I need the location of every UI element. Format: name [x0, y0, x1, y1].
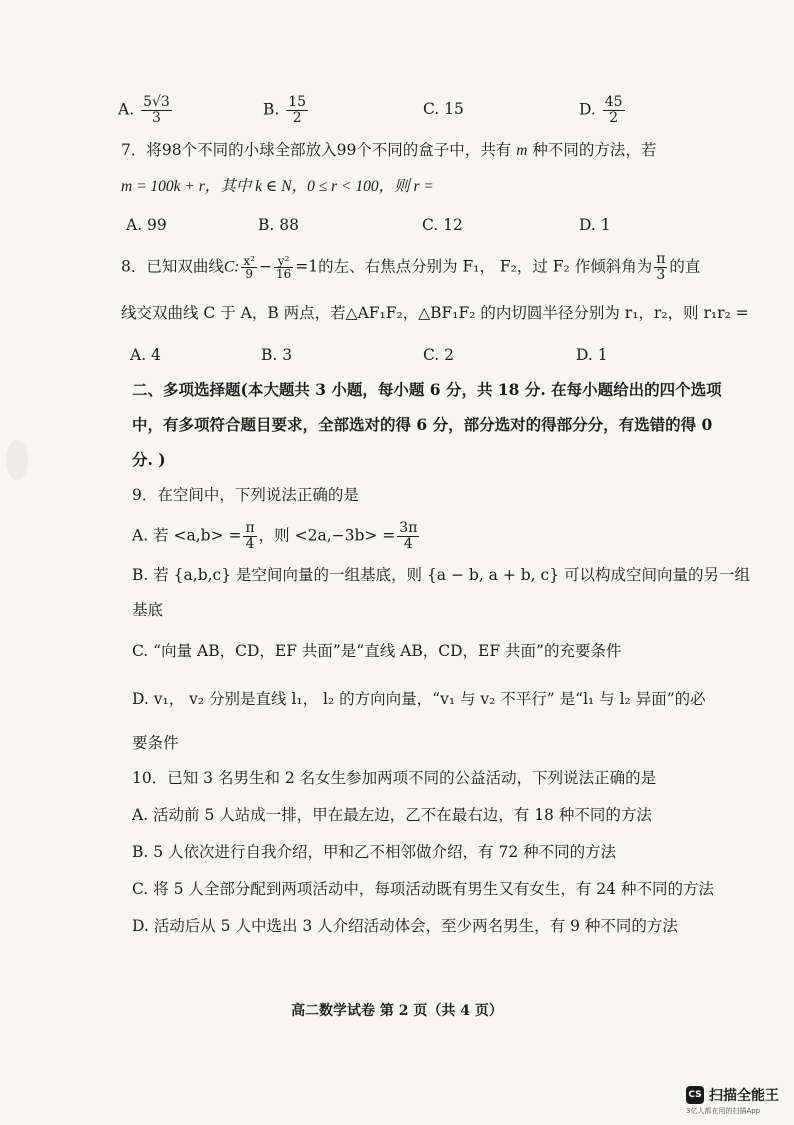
q9-a-fraction-1: $\frac{\pi}{4}$: [245, 520, 255, 552]
q7-option-c: C. 12: [422, 216, 463, 234]
q8-option-b: B. 3: [261, 346, 293, 364]
q9-option-a: A. 若 <a,b> = $\frac{\pi}{4}$ ，则 <2a,−3b> = $\frac{3\pi}{4}$: [132, 520, 418, 552]
q10-option-a: A. 活动前 5 人站成一排，甲在最左边，乙不在最右边，有 18 种不同的方法: [132, 806, 652, 824]
q9-option-c: C. “向量 AB，CD，EF 共面”是“直线 AB，CD，EF 共面”的充要条件: [132, 642, 622, 660]
q6-option-c: C. 15: [423, 100, 464, 118]
q9-option-d-line1: D. v₁， v₂ 分别是直线 l₁， l₂ 的方向向量，“v₁ 与 v₂ 不平行” 是“l₁ 与 l₂ 异面”的必: [132, 690, 706, 708]
q6-option-d-fraction: $\frac{45}{2}$: [604, 94, 623, 126]
section2-line3: 分. ): [132, 450, 166, 469]
section2-line1: 二、多项选择题(本大题共 3 小题，每小题 6 分，共 18 分. 在每小题给出的四个选项: [132, 380, 722, 399]
q8-x-fraction: $\frac{\text{x²}}{9}$: [243, 254, 255, 281]
q8-stem-line2: 线交双曲线 C 于 A，B 两点，若△AF₁F₂，△BF₁F₂ 的内切圆半径分别为 r₁，r₂，则 r₁r₂ =: [121, 304, 749, 322]
q10-stem: 10．已知 3 名男生和 2 名女生参加两项不同的公益活动，下列说法正确的是: [132, 769, 657, 787]
q10-option-b: B. 5 人依次进行自我介绍，甲和乙不相邻做介绍，有 72 种不同的方法: [132, 843, 617, 861]
q7-option-d: D. 1: [579, 216, 611, 234]
q8-y-fraction: $\frac{\text{y²}}{16}$: [275, 254, 292, 281]
q10-option-c: C. 将 5 人全部分配到两项活动中，每项活动既有男生又有女生，有 24 种不同的方法: [132, 880, 714, 898]
q8-stem-line1: 8．已知双曲线C: $\frac{\text{x²}}{9}$ − $\frac{\text{y²}}{16}$ =1的左、右焦点分别为 F₁， F₂，过 F₂ 作倾斜角为 $\frac{\pi}{3}$ 的直: [121, 251, 701, 283]
q7-option-a: A. 99: [126, 216, 167, 234]
q6-option-d: D. $\frac{45}{2}$: [579, 94, 623, 126]
q6-option-b: B. $\frac{15}{2}$: [263, 94, 307, 126]
q9-option-b-line1: B. 若 {a,b,c} 是空间向量的一组基底，则 {a − b, a + b, c} 可以构成空间向量的另一组: [132, 566, 750, 584]
q8-pi-fraction: $\frac{\pi}{3}$: [656, 251, 666, 283]
section2-line2: 中，有多项符合题目要求，全部选对的得 6 分，部分选对的得部分分，有选错的得 0: [132, 415, 713, 434]
camscanner-logo-icon: CS: [686, 1086, 704, 1104]
q9-option-d-line2: 要条件: [132, 734, 179, 752]
q7-option-b: B. 88: [258, 216, 299, 234]
scan-smudge: [6, 440, 28, 480]
q9-a-fraction-2: $\frac{3\pi}{4}$: [399, 520, 418, 552]
q9-option-b-line2: 基底: [132, 601, 164, 619]
q7-stem-line2: m = 100k + r，其中 k ∈ N，0 ≤ r < 100，则 r =: [121, 178, 434, 195]
q6-option-b-fraction: $\frac{15}{2}$: [288, 94, 307, 126]
q6-option-a: A. $\frac{5√3}{3}$: [118, 94, 170, 126]
page-footer: 高二数学试卷 第 2 页（共 4 页）: [291, 1003, 503, 1019]
camscanner-name: 扫描全能王: [709, 1088, 779, 1104]
q10-option-d: D. 活动后从 5 人中选出 3 人介绍活动体会，至少两名男生，有 9 种不同的方法: [132, 917, 678, 935]
q9-stem: 9．在空间中，下列说法正确的是: [132, 486, 359, 504]
q6-option-a-fraction: $\frac{5√3}{3}$: [143, 94, 170, 126]
q8-option-a: A. 4: [130, 346, 161, 364]
q8-option-d: D. 1: [576, 346, 608, 364]
q8-option-c: C. 2: [423, 346, 455, 364]
camscanner-tagline: 3亿人都在用的扫描App: [686, 1107, 761, 1115]
q7-stem-line1: 7．将98个不同的小球全部放入99个不同的盒子中，共有 m 种不同的方法，若: [121, 141, 657, 159]
